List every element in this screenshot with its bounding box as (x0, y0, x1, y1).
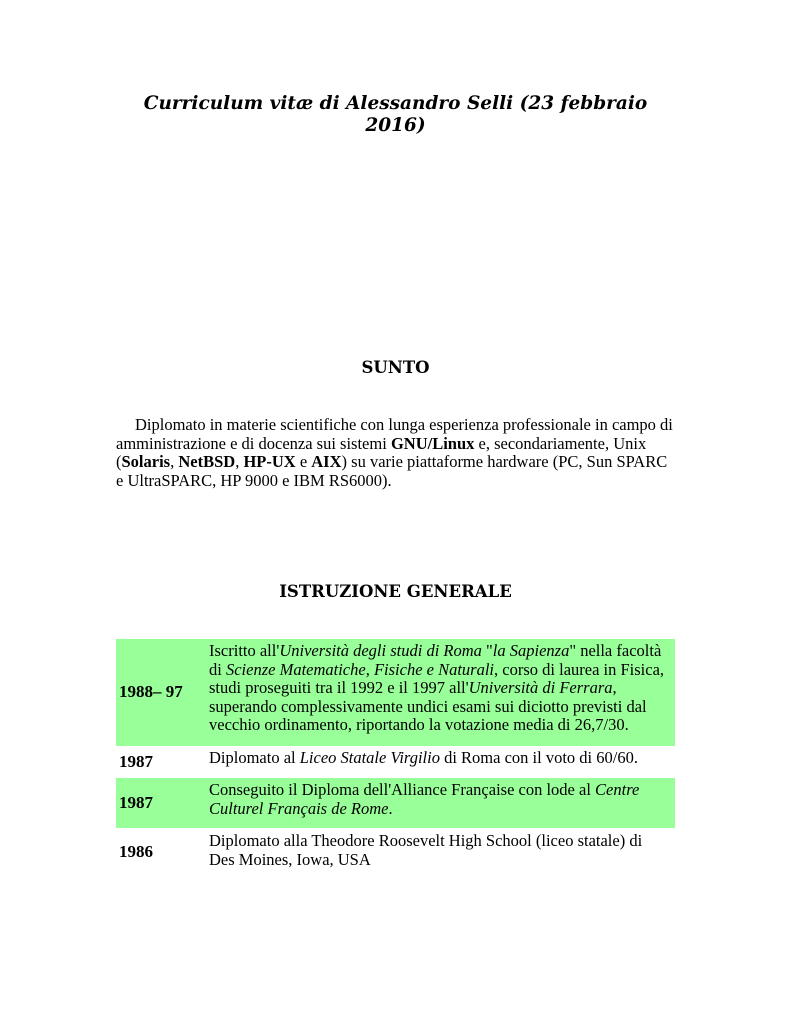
sunto-paragraph (116, 416, 676, 490)
desc-text: Conseguito il Diploma dell'Alliance Française con lode al (209, 780, 596, 799)
table-row (116, 778, 675, 828)
desc-text: , corso di laurea in Fisica, studi proseguiti tra il 1992 e il 1997 all' (209, 659, 665, 697)
table-row (116, 828, 675, 877)
desc-text: Diplomato alla Theodore Roosevelt High School (liceo statale) di Des Moines, Iowa, USA (209, 831, 643, 869)
table-row (116, 639, 675, 746)
education-description (206, 639, 675, 746)
sunto-text-3: , (170, 452, 179, 471)
table-row (116, 746, 675, 779)
desc-text: " nella facoltà di (209, 641, 662, 679)
education-year: 1988– 97 (116, 639, 206, 746)
desc-italic: Liceo Statale Virgilio (299, 747, 440, 767)
desc-text: " (481, 641, 493, 660)
sunto-text-1: Diplomato in materie scientifiche con lunga esperienza professionale in campo di amministrazione e di docenza sui sistemi (116, 415, 673, 453)
education-description (206, 778, 675, 828)
sunto-text-4: , (235, 452, 244, 471)
desc-italic: Scienze Matematiche, Fisiche e Naturali (225, 659, 495, 679)
sunto-text-6: ) su varie piattaforme hardware (PC, Sun SPARC e UltraSPARC, HP 9000 e IBM RS6000). (116, 452, 668, 490)
desc-italic: Centre Culturel Français de Rome (209, 780, 640, 818)
sunto-bold-netbsd: NetBSD (178, 452, 236, 471)
education-year: 1986 (119, 842, 153, 862)
education-year: 1987 (116, 778, 206, 828)
sunto-bold-hpux: HP-UX (243, 452, 296, 471)
education-description (206, 828, 675, 877)
desc-italic: Università degli studi di Roma (279, 641, 482, 660)
sunto-bold-gnu-linux: GNU/Linux (390, 433, 475, 453)
section-heading-sunto: SUNTO (361, 358, 430, 377)
desc-text: Iscritto all' (209, 641, 280, 660)
section-heading-istruzione: ISTRUZIONE GENERALE (279, 582, 512, 601)
sunto-bold-aix: AIX (311, 452, 342, 471)
document-title: Curriculum vitæ di Alessandro Selli (23 febbraio 2016) (143, 93, 648, 136)
desc-italic: Università di Ferrara (468, 678, 613, 697)
education-year: 1987 (119, 751, 153, 771)
education-description (206, 746, 675, 779)
sunto-text-5: e (295, 452, 312, 471)
desc-text: . (388, 798, 393, 818)
sunto-bold-solaris: Solaris (121, 452, 171, 471)
desc-text: , superando complessivamente undici esami sui diciotto previsti dal vecchio ordinamento, riportando la votazione media di 26,7/30. (209, 678, 647, 734)
education-table (116, 639, 675, 877)
desc-italic: la Sapienza (492, 641, 570, 660)
sunto-text-2: e, secondariamente, Unix ( (116, 433, 647, 471)
desc-text: di Roma con il voto di 60/60. (439, 747, 638, 767)
desc-text: Diplomato al (209, 747, 300, 767)
